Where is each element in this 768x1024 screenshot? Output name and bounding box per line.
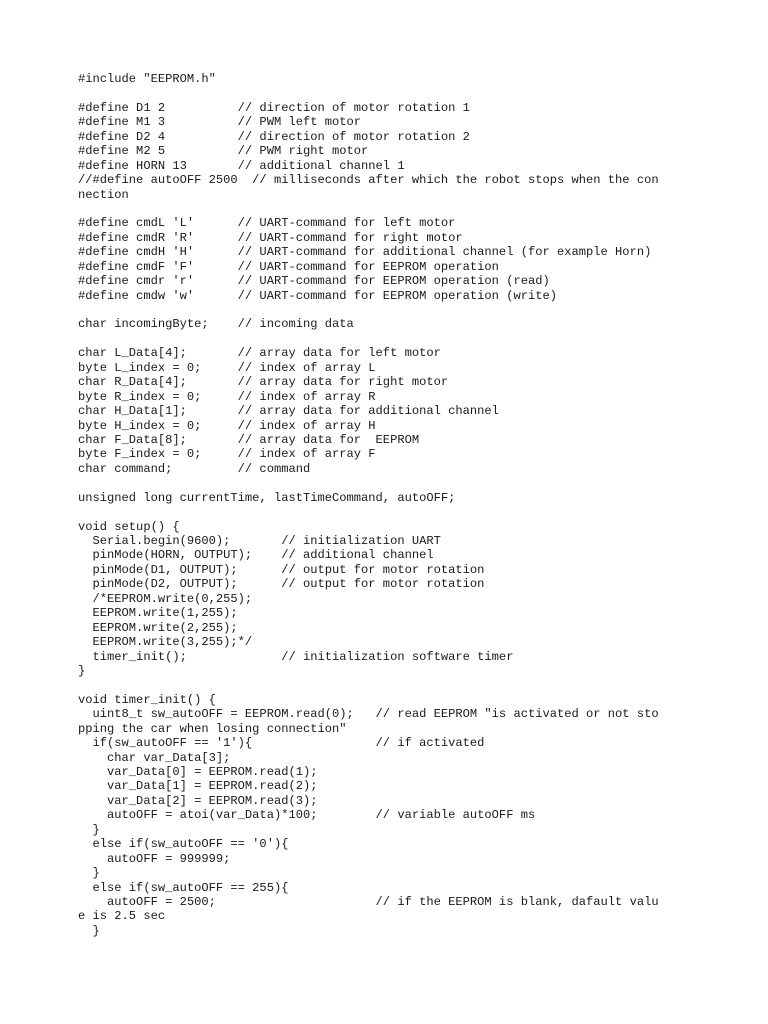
code-line: char L_Data[4]; // array data for left motor <box>78 346 441 361</box>
code-line <box>78 476 718 490</box>
code-line <box>78 202 718 216</box>
code-line: if(sw_autoOFF == '1'){ // if activated <box>78 736 485 751</box>
code-line: autoOFF = 2500; // if the EEPROM is blank, dafault valu <box>78 894 659 909</box>
code-line: #define cmdR 'R' // UART-command for right motor <box>78 230 463 245</box>
code-line: autoOFF = 999999; <box>78 851 231 866</box>
code-line: pinMode(D1, OUTPUT); // output for motor rotation <box>78 562 485 577</box>
code-line <box>78 86 718 100</box>
code-line: char R_Data[4]; // array data for right motor <box>78 375 449 390</box>
code-line: #define cmdr 'r' // UART-command for EEPROM operation (read) <box>78 274 550 289</box>
code-line: } <box>78 822 100 837</box>
code-line <box>78 332 718 346</box>
code-line: else if(sw_autoOFF == 255){ <box>78 880 289 895</box>
code-line: pping the car when losing connection" <box>78 721 347 736</box>
code-line: EEPROM.write(2,255); <box>78 620 238 635</box>
code-line: #include "EEPROM.h" <box>78 72 216 86</box>
code-line: #define M1 3 // PWM left motor <box>78 115 362 130</box>
code-line: #define cmdH 'H' // UART-command for additional channel (for example Horn) <box>78 245 652 260</box>
code-line: var_Data[1] = EEPROM.read(2); <box>78 779 318 794</box>
code-line: pinMode(D2, OUTPUT); // output for motor rotation <box>78 577 485 592</box>
code-line: void setup() { <box>78 519 180 534</box>
code-line <box>78 303 718 317</box>
code-line: } <box>78 663 86 678</box>
code-line: e is 2.5 sec <box>78 909 166 924</box>
code-line: var_Data[0] = EEPROM.read(1); <box>78 765 318 779</box>
code-line: #define cmdL 'L' // UART-command for left motor <box>78 216 456 231</box>
code-line: char incomingByte; // incoming data <box>78 317 354 332</box>
code-line: void timer_init() { <box>78 692 216 707</box>
code-line: pinMode(HORN, OUTPUT); // additional channel <box>78 548 434 563</box>
code-line: autoOFF = atoi(var_Data)*100; // variable autoOFF ms <box>78 808 536 823</box>
code-line: EEPROM.write(1,255); <box>78 606 238 621</box>
code-line: char var_Data[3]; <box>78 750 231 765</box>
code-line: byte R_index = 0; // index of array R <box>78 389 376 404</box>
code-line: byte F_index = 0; // index of array F <box>78 447 376 462</box>
code-line: //#define autoOFF 2500 // milliseconds after which the robot stops when the con <box>78 173 659 188</box>
code-line: #define D1 2 // direction of motor rotation 1 <box>78 100 470 115</box>
code-line: } <box>78 923 100 938</box>
code-line: #define D2 4 // direction of motor rotation 2 <box>78 129 470 144</box>
code-line: byte H_index = 0; // index of array H <box>78 418 376 433</box>
code-line: uint8_t sw_autoOFF = EEPROM.read(0); // read EEPROM "is activated or not sto <box>78 707 659 722</box>
code-line: char F_Data[8]; // array data for EEPROM <box>78 432 420 447</box>
code-line: char command; // command <box>78 461 311 476</box>
code-line <box>78 505 718 519</box>
code-line: var_Data[2] = EEPROM.read(3); <box>78 793 318 808</box>
code-line: Serial.begin(9600); // initialization UART <box>78 534 441 548</box>
code-line: #define HORN 13 // additional channel 1 <box>78 158 405 173</box>
code-line <box>78 678 718 692</box>
code-line: } <box>78 866 100 881</box>
code-line: timer_init(); // initialization software timer <box>78 649 514 664</box>
code-line: else if(sw_autoOFF == '0'){ <box>78 837 289 852</box>
code-line: EEPROM.write(3,255);*/ <box>78 635 253 650</box>
code-line: char H_Data[1]; // array data for additional channel <box>78 404 499 419</box>
code-line: #define cmdw 'w' // UART-command for EEPROM operation (write) <box>78 288 557 303</box>
code-line: #define M2 5 // PWM right motor <box>78 144 369 159</box>
code-line: #define cmdF 'F' // UART-command for EEPROM operation <box>78 259 499 274</box>
code-line: nection <box>78 187 129 202</box>
code-line: byte L_index = 0; // index of array L <box>78 360 376 375</box>
code-line: unsigned long currentTime, lastTimeCommand, autoOFF; <box>78 490 456 505</box>
code-line: /*EEPROM.write(0,255); <box>78 591 253 606</box>
code-listing <box>78 72 718 938</box>
